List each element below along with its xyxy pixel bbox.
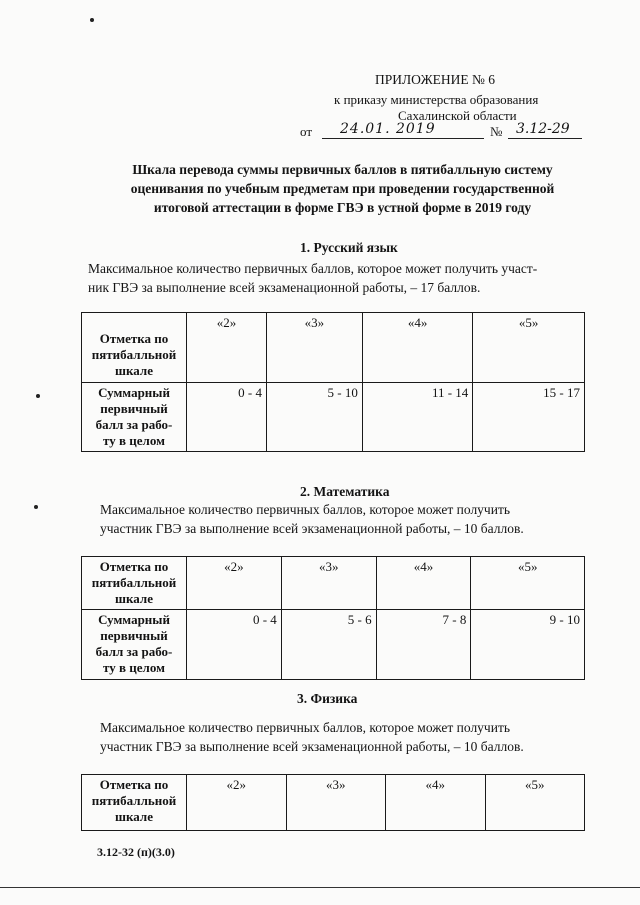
section-heading-math: 2. Математика	[300, 484, 390, 499]
scan-speck	[34, 505, 38, 509]
document-code: 3.12-32 (п)(3.0)	[97, 845, 175, 859]
grade-cell: «4»	[386, 775, 486, 831]
score-range-cell: 0 - 4	[187, 383, 267, 452]
grade-cell: «2»	[187, 775, 287, 831]
section-text-russian	[88, 259, 586, 297]
handwritten-number: 3.12-29	[516, 121, 570, 137]
grade-cell: «3»	[267, 313, 363, 383]
row-label-grade: Отметка по пятибалльной шкале	[82, 557, 187, 610]
score-table-math	[81, 556, 585, 680]
number-underline	[508, 138, 582, 139]
section-text-physics	[100, 718, 586, 756]
number-prefix: №	[490, 124, 503, 139]
row-label-score: Суммарный первичный балл за рабо- ту в целом	[82, 610, 187, 680]
table-row	[82, 313, 585, 383]
row-label-grade: Отметка по пятибалльной шкале	[82, 313, 187, 383]
section-heading-physics: 3. Физика	[297, 691, 358, 706]
date-underline	[322, 138, 484, 139]
score-range-cell: 11 - 14	[362, 383, 472, 452]
scan-speck	[36, 394, 40, 398]
table-row	[82, 383, 585, 452]
table-row	[82, 775, 585, 831]
title-line: итоговой аттестации в форме ГВЭ в устной форме в 2019 году	[153, 200, 532, 215]
date-prefix: от	[300, 124, 313, 139]
score-range-cell: 0 - 4	[187, 610, 282, 680]
table-row	[82, 610, 585, 680]
grade-cell: «3»	[286, 775, 386, 831]
score-range-cell: 5 - 10	[267, 383, 363, 452]
table-row	[82, 557, 585, 610]
section-heading-russian: 1. Русский язык	[300, 240, 398, 255]
order-reference: к приказу министерства образования	[334, 92, 539, 107]
page-bottom-rule	[0, 887, 640, 888]
grade-cell: «4»	[362, 313, 472, 383]
grade-cell: «2»	[187, 313, 267, 383]
section-text-math	[100, 500, 586, 538]
text-line: Максимальное количество первичных баллов, которое может получить участ-	[88, 261, 538, 276]
grade-cell: «3»	[281, 557, 376, 610]
row-label-grade: Отметка по пятибалльной шкале	[82, 775, 187, 831]
score-table-russian	[81, 312, 585, 452]
handwritten-date: 24.01. 2019	[340, 121, 436, 137]
grade-cell: «4»	[376, 557, 471, 610]
title-line: Шкала перевода суммы первичных баллов в пятибалльную систему	[132, 162, 553, 177]
scan-speck	[90, 18, 94, 22]
score-range-cell: 5 - 6	[281, 610, 376, 680]
text-line: Максимальное количество первичных баллов, которое может получить	[100, 502, 510, 517]
region-name: Сахалинской области	[398, 108, 517, 123]
score-table-physics	[81, 774, 585, 831]
score-range-cell: 15 - 17	[473, 383, 585, 452]
order-date-row	[300, 121, 600, 144]
grade-cell: «5»	[471, 557, 585, 610]
text-line: участник ГВЭ за выполнение всей экзаменационной работы, – 10 баллов.	[100, 739, 524, 754]
grade-cell: «5»	[473, 313, 585, 383]
text-line: ник ГВЭ за выполнение всей экзаменационной работы, – 17 баллов.	[88, 280, 481, 295]
score-range-cell: 9 - 10	[471, 610, 585, 680]
score-range-cell: 7 - 8	[376, 610, 471, 680]
grade-cell: «2»	[187, 557, 282, 610]
row-label-score: Суммарный первичный балл за рабо- ту в целом	[82, 383, 187, 452]
grade-cell: «5»	[485, 775, 585, 831]
text-line: участник ГВЭ за выполнение всей экзаменационной работы, – 10 баллов.	[100, 521, 524, 536]
appendix-number: ПРИЛОЖЕНИЕ № 6	[375, 72, 496, 87]
title-line: оценивания по учебным предметам при проведении государственной	[130, 181, 555, 196]
document-title	[100, 160, 585, 217]
text-line: Максимальное количество первичных баллов, которое может получить	[100, 720, 510, 735]
